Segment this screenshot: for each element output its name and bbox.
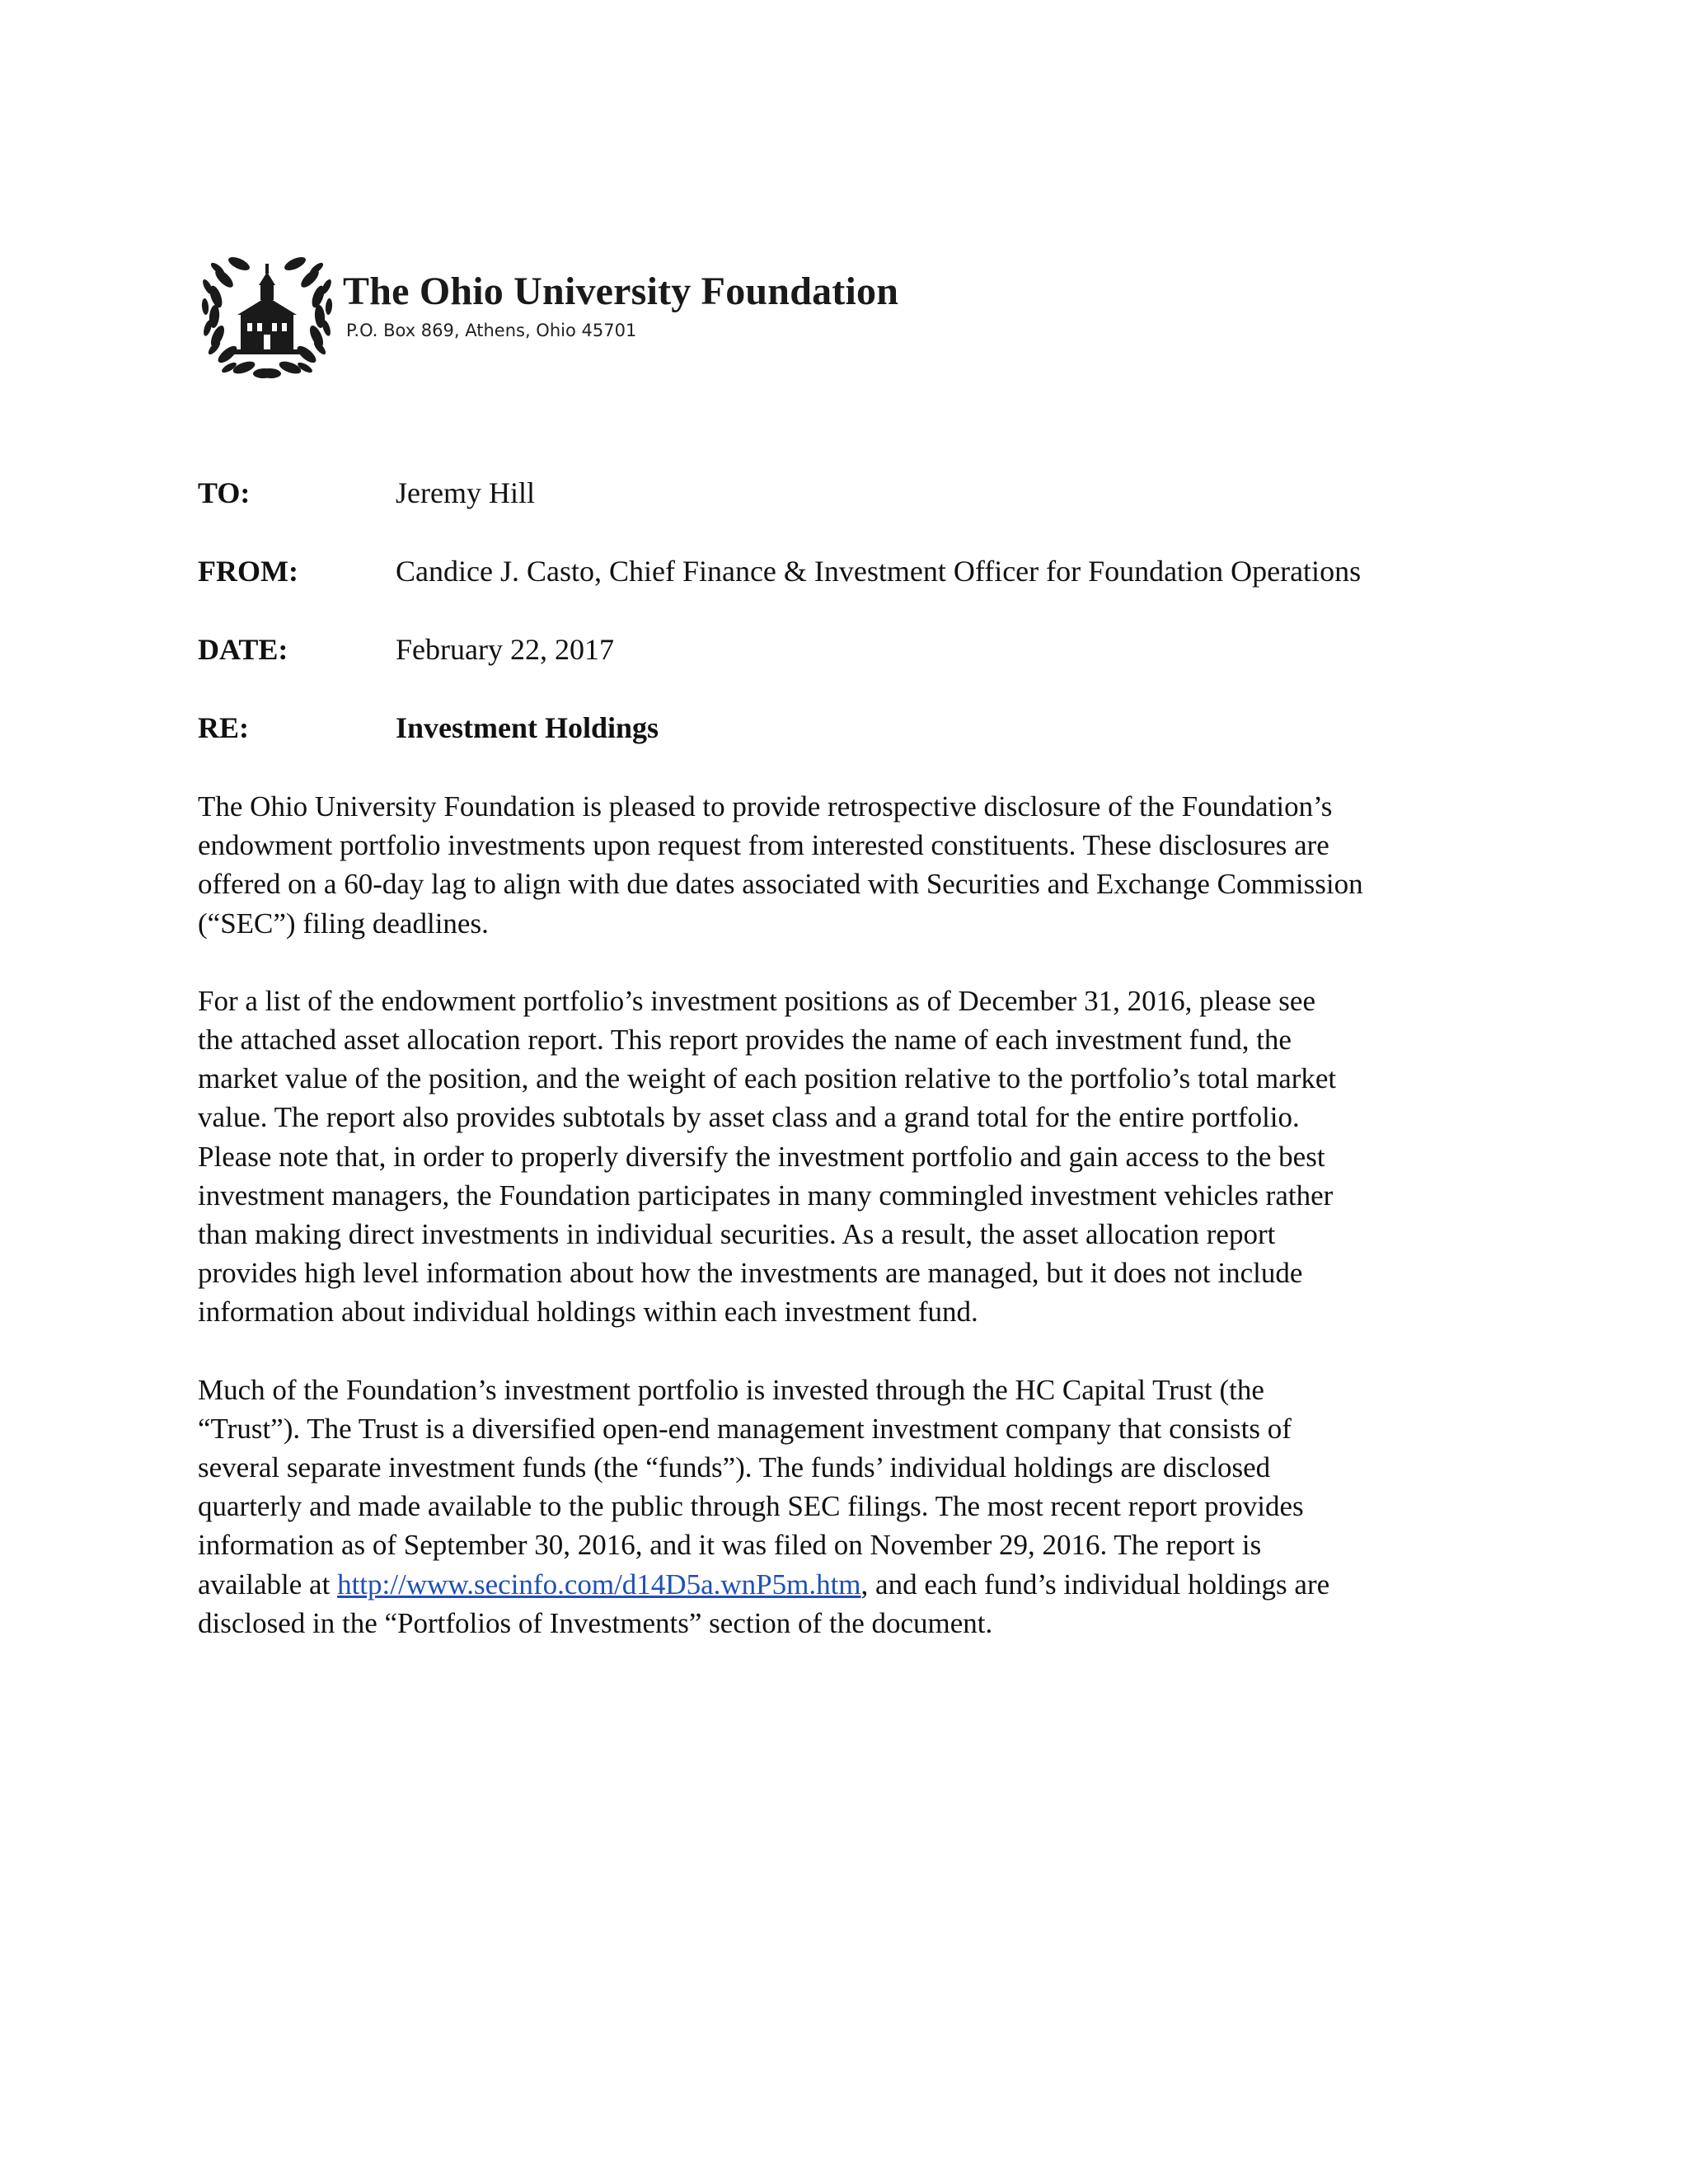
laurel-wreath-seal-icon bbox=[198, 247, 336, 386]
paragraph-line: (“SEC”) filing deadlines. bbox=[198, 907, 489, 940]
memo-header bbox=[198, 474, 1517, 787]
memo-re-row bbox=[198, 709, 1517, 787]
paragraph-line: offered on a 60-day lag to align with due dates associated with Securities and Exchange Commission bbox=[198, 868, 1363, 901]
paragraph-1 bbox=[198, 787, 1500, 943]
paragraph-line: quarterly and made available to the public through SEC filings. The most recent report provides bbox=[198, 1490, 1304, 1523]
paragraph-3 bbox=[198, 1371, 1500, 1643]
memo-from-row bbox=[198, 552, 1517, 630]
paragraph-line: The Ohio University Foundation is pleased to provide retrospective disclosure of the Foundation’s bbox=[198, 790, 1333, 823]
paragraph-line: information about individual holdings within each investment fund. bbox=[198, 1296, 978, 1329]
link-suffix-text: , and each fund’s individual holdings are bbox=[860, 1568, 1330, 1601]
paragraph-line: information as of September 30, 2016, and it was filed on November 29, 2016. The report is bbox=[198, 1529, 1262, 1562]
paragraph-line: the attached asset allocation report. This report provides the name of each investment fund, the bbox=[198, 1024, 1292, 1057]
organization-address: P.O. Box 869, Athens, Ohio 45701 bbox=[346, 321, 637, 340]
link-prefix-text: available at bbox=[198, 1568, 338, 1601]
paragraph-line-with-link bbox=[198, 1565, 1500, 1604]
paragraph-line: market value of the position, and the weight of each position relative to the portfolio’s total market bbox=[198, 1062, 1337, 1095]
paragraph-line: For a list of the endowment portfolio’s investment positions as of December 31, 2016, please see bbox=[198, 984, 1315, 1017]
paragraph-line: investment managers, the Foundation participates in many commingled investment vehicles rather bbox=[198, 1179, 1334, 1212]
paragraph-line: Please note that, in order to properly diversify the investment portfolio and gain access to the best bbox=[198, 1140, 1325, 1173]
paragraph-line: provides high level information about how the investments are managed, but it does not include bbox=[198, 1257, 1303, 1290]
to-value: Jeremy Hill bbox=[396, 476, 535, 509]
paragraph-line: Much of the Foundation’s investment portfolio is invested through the HC Capital Trust (the bbox=[198, 1373, 1264, 1406]
memo-date-row bbox=[198, 630, 1517, 709]
memo-body bbox=[198, 787, 1500, 1681]
re-label: RE: bbox=[198, 711, 249, 744]
memo-to-row bbox=[198, 474, 1517, 552]
paragraph-line: than making direct investments in individual securities. As a result, the asset allocation report bbox=[198, 1218, 1276, 1251]
date-value: February 22, 2017 bbox=[396, 633, 614, 666]
paragraph-line: “Trust”). The Trust is a diversified open-end management investment company that consists of bbox=[198, 1412, 1292, 1445]
re-value: Investment Holdings bbox=[396, 711, 659, 744]
paragraph-line: disclosed in the “Portfolios of Investments” section of the document. bbox=[198, 1606, 993, 1639]
date-label: DATE: bbox=[198, 633, 288, 666]
from-value: Candice J. Casto, Chief Finance & Investment Officer for Foundation Operations bbox=[396, 555, 1362, 588]
paragraph-line: several separate investment funds (the “funds”). The funds’ individual holdings are disclosed bbox=[198, 1451, 1271, 1484]
from-label: FROM: bbox=[198, 555, 298, 588]
to-label: TO: bbox=[198, 476, 251, 509]
secinfo-report-link[interactable]: http://www.secinfo.com/d14D5a.wnP5m.htm bbox=[337, 1568, 861, 1601]
paragraph-line: value. The report also provides subtotals by asset class and a grand total for the entire portfolio. bbox=[198, 1101, 1300, 1134]
organization-name: The Ohio University Foundation bbox=[343, 269, 899, 313]
letterhead bbox=[198, 247, 1022, 387]
paragraph-2 bbox=[198, 982, 1500, 1332]
paragraph-line: endowment portfolio investments upon request from interested constituents. These disclosures are bbox=[198, 829, 1329, 862]
